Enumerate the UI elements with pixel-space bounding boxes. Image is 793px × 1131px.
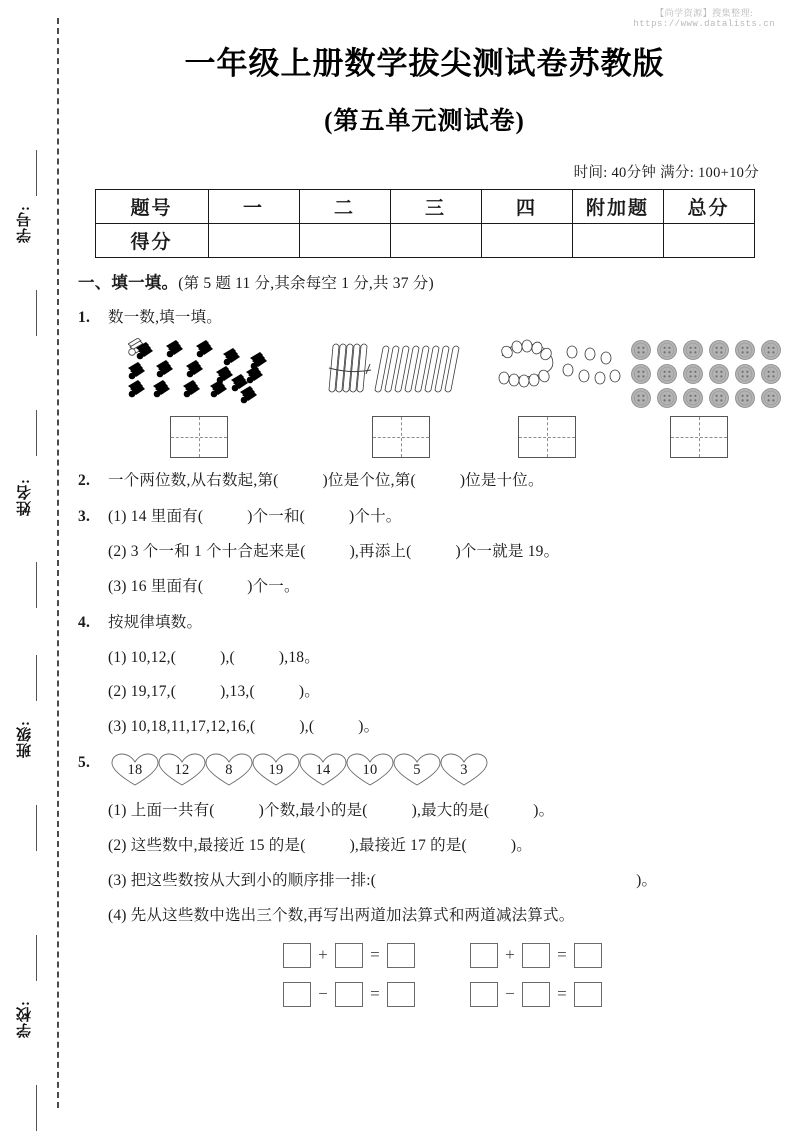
heart-value: 5 — [413, 762, 421, 779]
margin-label-class: 班级: — [17, 720, 33, 758]
question-5-number: 5. — [78, 754, 91, 772]
equation-operator: − — [318, 984, 328, 1004]
watermark — [633, 8, 775, 31]
equation-operator: − — [505, 984, 515, 1004]
margin-label-name: 姓名: — [17, 478, 33, 516]
heart-item — [345, 753, 395, 787]
question-4 — [78, 613, 771, 739]
question-3-item-3 — [108, 577, 771, 598]
answer-grid-box[interactable] — [670, 416, 728, 458]
question-1-number: 1. — [78, 309, 91, 326]
item-text-mid: )个数,最小的是( — [258, 802, 368, 820]
page-title: 一年级上册数学拔尖测试卷苏教版 — [184, 46, 665, 81]
equation-row-addition — [283, 943, 771, 968]
answer-grid-box[interactable] — [518, 416, 576, 458]
score-cell-bonus[interactable] — [572, 224, 663, 258]
item-label: (1) — [108, 648, 127, 666]
counting-group-buttons — [628, 338, 788, 456]
item-text-mid: )个一和( — [247, 507, 306, 525]
counting-group-sticks — [325, 338, 485, 456]
margin-tick — [36, 655, 37, 701]
equation-result-box[interactable] — [387, 982, 415, 1007]
equation-equals: = — [370, 984, 380, 1004]
margin-dashed-rule — [57, 18, 59, 1108]
heart-value: 3 — [460, 762, 468, 779]
question-4-item-1 — [108, 648, 771, 669]
score-table-col-3: 三 — [390, 190, 481, 224]
shuttlecock-group-icon — [128, 338, 288, 410]
item-text-3: )。 — [358, 718, 380, 736]
item-text-mid2: ),最大的是( — [411, 802, 490, 820]
margin-tick — [36, 935, 37, 981]
equation-3 — [283, 982, 415, 1007]
heart-item — [157, 753, 207, 787]
margin-tick — [36, 805, 37, 851]
item-text-2: ),( — [220, 648, 235, 666]
score-cell-total[interactable] — [663, 224, 754, 258]
question-5 — [78, 753, 771, 1007]
equation-operand-box[interactable] — [522, 943, 550, 968]
table-row — [95, 190, 754, 224]
score-cell-2[interactable] — [299, 224, 390, 258]
question-3 — [78, 507, 771, 598]
equation-equals: = — [557, 984, 567, 1004]
equation-1 — [283, 943, 415, 968]
margin-tick — [36, 290, 37, 336]
worksheet-body — [78, 0, 771, 1122]
table-row — [95, 224, 754, 258]
equation-answer-area — [283, 943, 771, 1007]
score-table — [95, 189, 755, 258]
question-5-body — [108, 753, 771, 1007]
question-3-body — [108, 507, 771, 598]
question-4-item-2 — [108, 682, 771, 703]
item-text-post: )。 — [533, 802, 555, 820]
heart-item — [251, 753, 301, 787]
question-5-item-2 — [108, 836, 771, 857]
heart-value: 12 — [174, 762, 190, 779]
page-subtitle: (第五单元测试卷) — [324, 108, 525, 135]
question-4-body — [108, 613, 771, 739]
equation-equals: = — [557, 945, 567, 965]
item-text-1: 19,17,( — [130, 683, 177, 701]
question-5-item-1 — [108, 801, 771, 822]
item-text-post: )个一。 — [247, 577, 300, 595]
item-label: (2) — [108, 683, 127, 701]
item-label: (3) — [108, 718, 127, 736]
equation-operand-box[interactable] — [522, 982, 550, 1007]
item-text-3: )。 — [298, 683, 320, 701]
equation-operator: + — [318, 945, 328, 965]
heart-value: 10 — [362, 762, 378, 779]
item-text-2: ),( — [299, 718, 315, 736]
heart-value: 18 — [127, 762, 143, 779]
watermark-source: 【尚学资源】搜集整理: — [655, 8, 754, 18]
item-text-1: 10,12,( — [130, 648, 177, 666]
equation-operand-box[interactable] — [470, 943, 498, 968]
equation-operand-box[interactable] — [335, 982, 363, 1007]
question-1-body — [108, 308, 771, 456]
question-2 — [78, 471, 771, 492]
equation-operand-box[interactable] — [283, 943, 311, 968]
item-label: (3) — [108, 577, 127, 595]
score-table-col-total: 总分 — [663, 190, 754, 224]
equation-equals: = — [370, 945, 380, 965]
item-text-mid: ),再添上( — [349, 542, 412, 560]
question-5-item-3 — [108, 871, 771, 892]
question-3-item-1 — [108, 507, 771, 528]
heart-number-row — [110, 753, 771, 787]
equation-operand-box[interactable] — [470, 982, 498, 1007]
heart-value: 19 — [268, 762, 284, 779]
question-2-body — [108, 471, 771, 492]
equation-operator: + — [505, 945, 515, 965]
question-1-prompt: 数一数,填一填。 — [108, 309, 222, 326]
item-label: (1) — [108, 507, 127, 525]
heart-item — [439, 753, 489, 787]
counting-group-shuttlecocks — [128, 338, 288, 456]
item-text-pre: 把这些数按从大到小的顺序排一排:( — [130, 872, 377, 890]
item-label: (3) — [108, 872, 127, 890]
margin-tick — [36, 562, 37, 608]
equation-operand-box[interactable] — [335, 943, 363, 968]
score-table-row-label: 得分 — [95, 224, 208, 258]
answer-grid-box[interactable] — [170, 416, 228, 458]
item-text-pre: 上面一共有( — [130, 802, 215, 820]
question-4-prompt: 按规律填数。 — [108, 613, 203, 631]
heart-item — [392, 753, 442, 787]
question-5-item-4 — [108, 906, 771, 927]
question-4-item-3 — [108, 717, 771, 738]
item-text-post: )。 — [636, 872, 658, 890]
heart-value: 8 — [225, 762, 233, 779]
score-table-row-label: 题号 — [95, 190, 208, 224]
equation-2 — [470, 943, 602, 968]
item-label: (2) — [108, 542, 127, 560]
score-table-col-4: 四 — [481, 190, 572, 224]
section-heading-text: 一、填一填。 — [78, 273, 179, 292]
equation-result-box[interactable] — [574, 982, 602, 1007]
question-2-number: 2. — [78, 471, 91, 489]
margin-label-school: 学校: — [17, 1000, 33, 1038]
equation-operand-box[interactable] — [283, 982, 311, 1007]
question-2-text-mid: )位是个位,第( — [322, 471, 416, 489]
item-text-2: ),13,( — [220, 683, 255, 701]
item-text-pre: 这些数中,最接近 15 的是( — [130, 837, 306, 855]
item-label: (2) — [108, 837, 127, 855]
heart-item — [204, 753, 254, 787]
margin-tick — [36, 410, 37, 456]
counting-illustrations — [120, 338, 771, 456]
item-label: (4) — [108, 907, 127, 925]
exam-meta: 时间: 40分钟 满分: 100+10分 — [573, 165, 759, 181]
item-text-post: )个一就是 19。 — [455, 542, 560, 560]
item-text-pre: 先从这些数中选出三个数,再写出两道加法算式和两道减法算式。 — [130, 907, 575, 925]
question-2-text-post: )位是十位。 — [459, 471, 544, 489]
section-heading — [78, 269, 771, 293]
margin-tick — [36, 150, 37, 196]
heart-item — [298, 753, 348, 787]
item-text-1: 10,18,11,17,12,16,( — [130, 718, 256, 736]
item-text-pre: 14 里面有( — [130, 507, 204, 525]
margin-tick — [36, 1085, 37, 1131]
section-points: (第 5 题 11 分,其余每空 1 分,共 37 分) — [178, 275, 434, 292]
equation-4 — [470, 982, 602, 1007]
counting-sticks-icon — [325, 338, 485, 410]
watermark-url: https://www.datalists.cn — [633, 19, 775, 30]
buttons-grid-icon — [628, 338, 788, 410]
question-4-number: 4. — [78, 613, 91, 631]
score-cell-1[interactable] — [208, 224, 299, 258]
equation-result-box[interactable] — [574, 943, 602, 968]
item-text-pre: 16 里面有( — [130, 577, 204, 595]
margin-label-student-id: 学号: — [17, 205, 33, 243]
score-cell-4[interactable] — [481, 224, 572, 258]
heart-item — [110, 753, 160, 787]
score-cell-3[interactable] — [390, 224, 481, 258]
score-table-col-bonus: 附加题 — [572, 190, 663, 224]
equation-result-box[interactable] — [387, 943, 415, 968]
answer-grid-box[interactable] — [372, 416, 430, 458]
question-2-text-pre: 一个两位数,从右数起,第( — [108, 471, 279, 489]
item-text-3: ),18。 — [278, 648, 320, 666]
item-label: (1) — [108, 802, 127, 820]
equation-row-subtraction — [283, 982, 771, 1007]
score-table-col-1: 一 — [208, 190, 299, 224]
item-text-mid: ),最接近 17 的是( — [349, 837, 467, 855]
item-text-pre: 3 个一和 1 个十合起来是( — [130, 542, 306, 560]
item-text-post: )。 — [510, 837, 532, 855]
item-text-post: )个十。 — [349, 507, 402, 525]
question-1 — [78, 308, 771, 456]
heart-value: 14 — [315, 762, 331, 779]
question-3-number: 3. — [78, 507, 91, 525]
score-table-col-2: 二 — [299, 190, 390, 224]
question-3-item-2 — [108, 542, 771, 563]
